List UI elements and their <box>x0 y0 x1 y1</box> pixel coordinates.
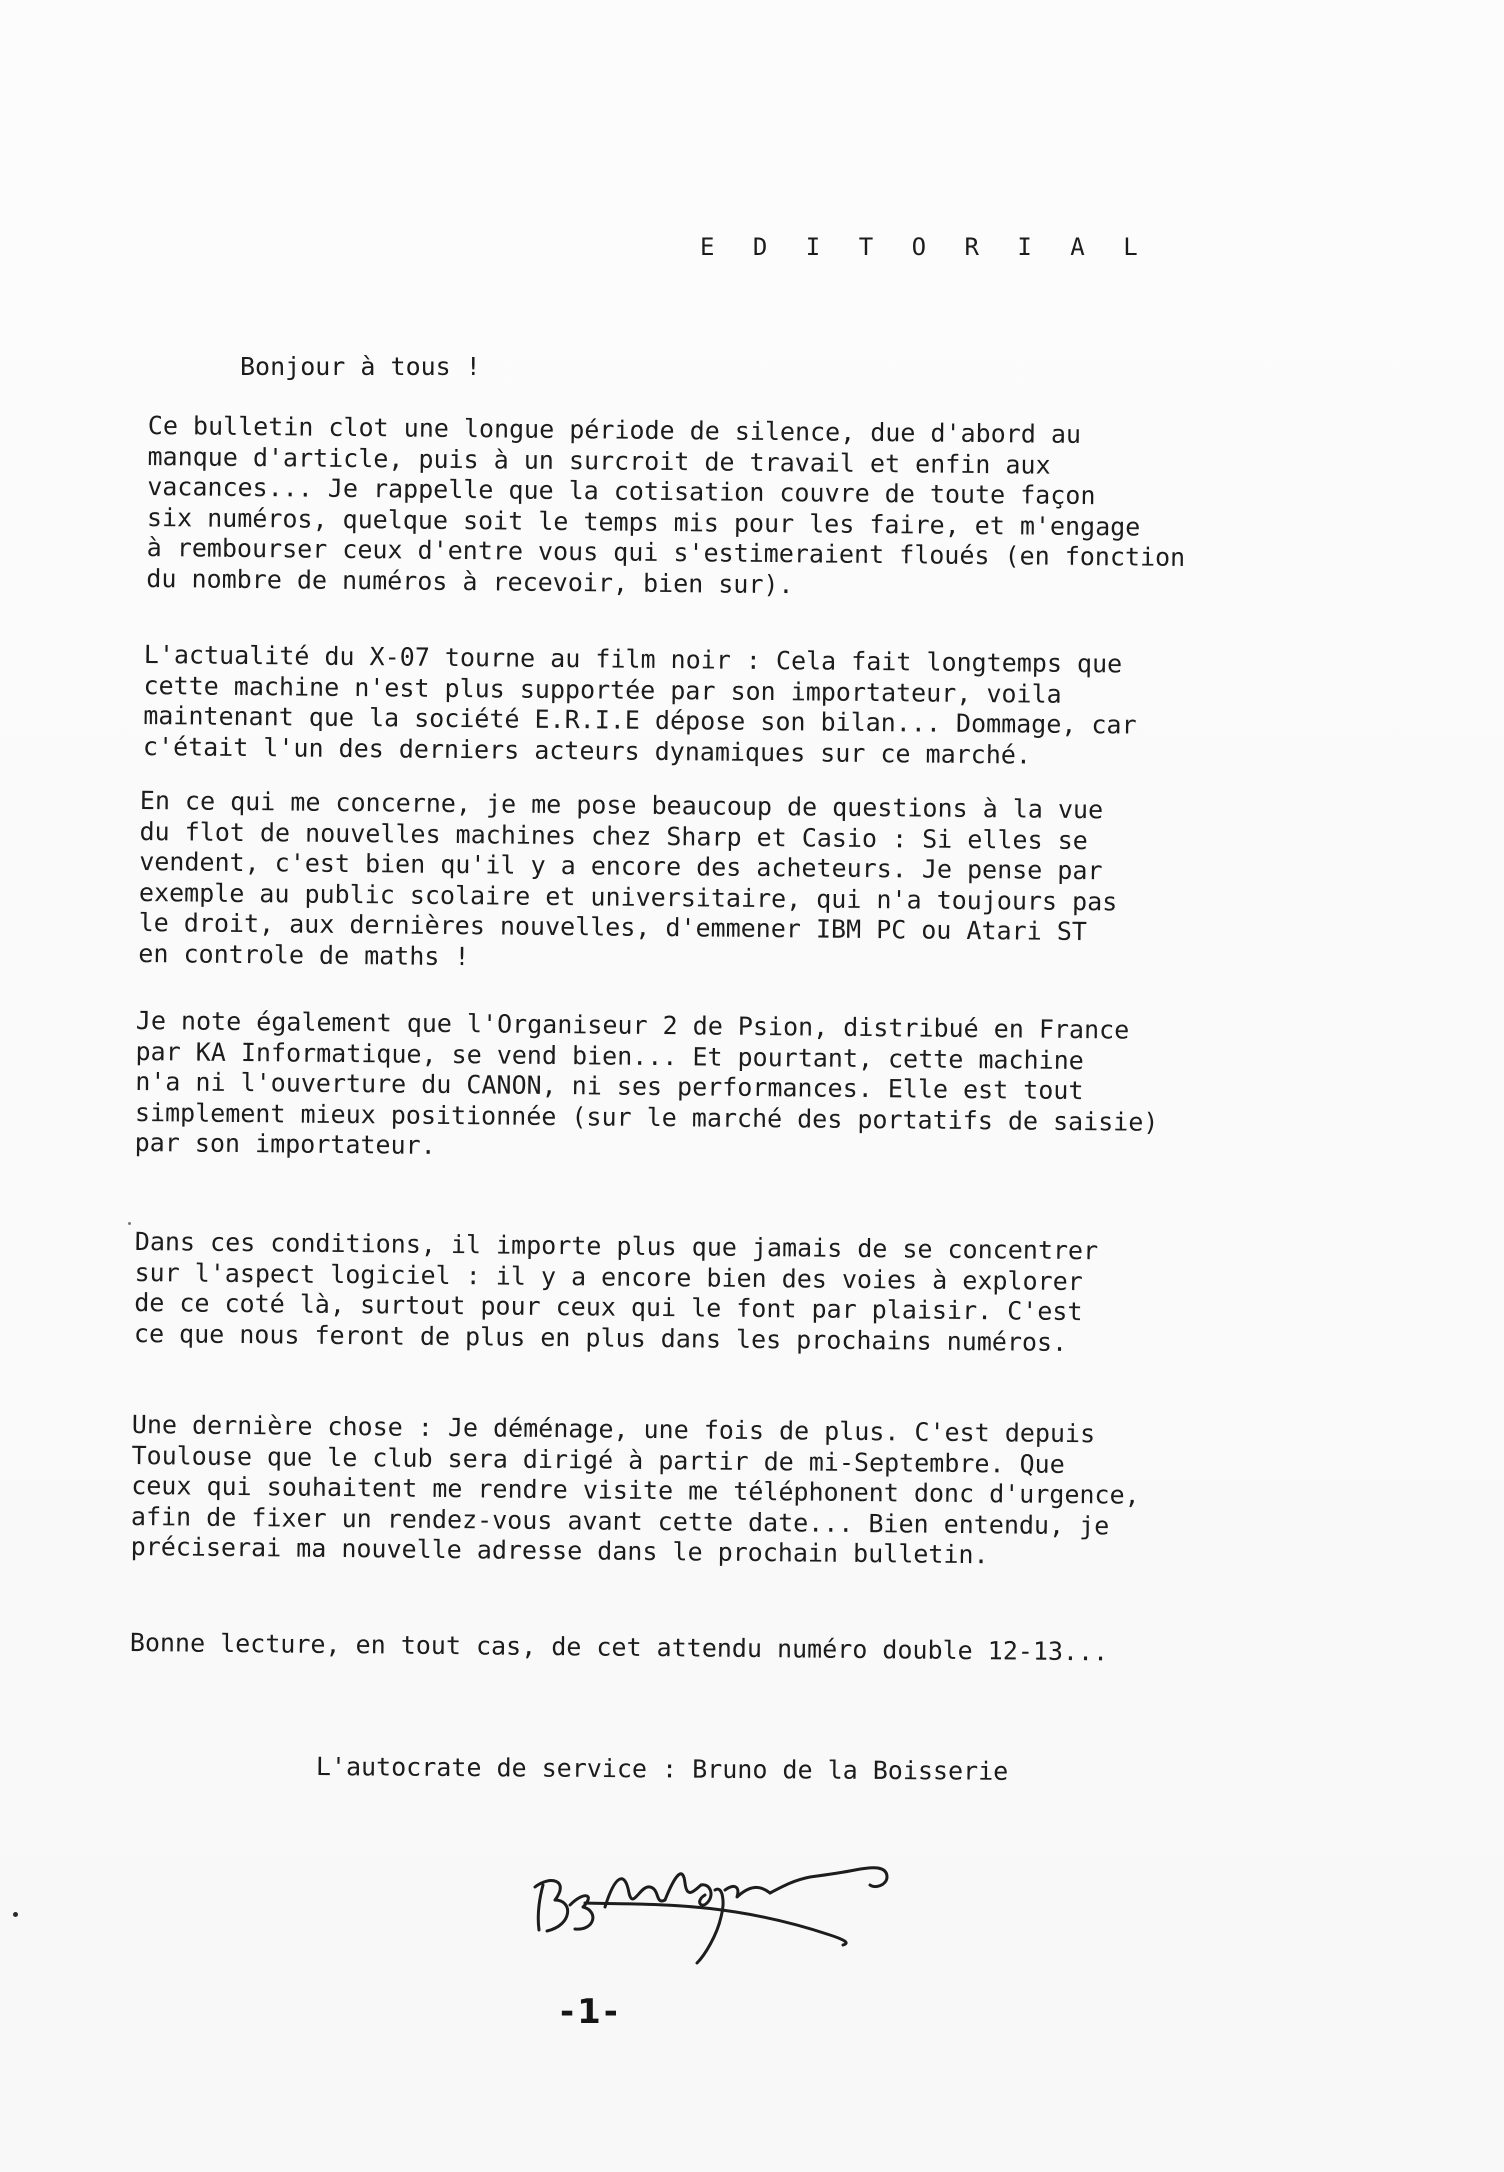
text-line: Je note également que l'Organiseur 2 de Psion, distribué en France <box>135 1006 1130 1045</box>
text-line: maintenant que la société E.R.I.E dépose son bilan... Dommage, car <box>143 700 1137 740</box>
text-line: en controle de maths ! <box>138 938 470 971</box>
text-line: n'a ni l'ouverture du CANON, ni ses performances. Elle est tout <box>135 1066 1084 1106</box>
text-line: du flot de nouvelles machines chez Sharp et Casio : Si elles se <box>139 816 1088 855</box>
paragraph-new-machines <box>138 786 1460 982</box>
greeting: Bonjour à tous ! <box>240 352 481 381</box>
text-line: préciserai ma nouvelle adresse dans le prochain bulletin. <box>130 1531 989 1570</box>
text-line: c'était l'un des derniers acteurs dynamiques sur ce marché. <box>142 731 1032 770</box>
page-number: -1- <box>560 1992 621 2032</box>
text-line: manque d'article, puis à un surcroit de travail et enfin aux <box>147 441 1051 480</box>
text-line: Bonne lecture, en tout cas, de cet attendu numéro double 12-13... <box>129 1628 1109 1667</box>
text-line: ce que nous feront de plus en plus dans les prochains numéros. <box>133 1318 1068 1357</box>
paragraph-x07-news <box>143 640 1464 775</box>
text-line: Dans ces conditions, il importe plus que jamais de se concentrer <box>134 1227 1099 1266</box>
text-line: de ce coté là, surtout pour ceux qui le font par plaisir. C'est <box>134 1287 1083 1327</box>
paragraph-psion <box>135 1006 1456 1171</box>
text-line: sur l'aspect logiciel : il y a encore bien des voies à explorer <box>134 1257 1083 1296</box>
text-line: vacances... Je rappelle que la cotisation couvre de toute façon <box>147 471 1096 511</box>
signature-image <box>525 1845 905 1965</box>
text-line: le droit, aux dernières nouvelles, d'emmener IBM PC ou Atari ST <box>138 907 1088 947</box>
text-line: par KA Informatique, se vend bien... Et pourtant, cette machine <box>135 1036 1084 1075</box>
text-line: Ce bulletin clot une longue période de silence, due d'abord au <box>147 411 1082 449</box>
text-line: En ce qui me concerne, je me pose beaucoup de questions à la vue <box>139 786 1104 825</box>
text-line: ceux qui souhaitent me rendre visite me téléphonent donc d'urgence, <box>131 1470 1140 1510</box>
text-line: Toulouse que le club sera dirigé à partir de mi-Septembre. Que <box>131 1440 1065 1479</box>
text-line: L'actualité du X-07 tourne au film noir : Cela fait longtemps que <box>143 640 1123 679</box>
text-line: Une dernière chose : Je déménage, une fois de plus. C'est depuis <box>131 1410 1096 1449</box>
text-line: cette machine n'est plus supportée par son importateur, voila <box>143 670 1062 709</box>
text-line: six numéros, quelque soit le temps mis pour les faire, et m'engage <box>146 502 1141 542</box>
text-line: afin de fixer un rendez-vous avant cette date... Bien entendu, je <box>130 1501 1110 1540</box>
text-line: à rembourser ceux d'entre vous qui s'estimeraient floués (en fonction <box>146 532 1186 572</box>
paper-speck <box>13 1912 18 1917</box>
paragraph-moving <box>131 1410 1452 1575</box>
text-line: du nombre de numéros à recevoir, bien sur). <box>146 563 794 599</box>
signoff: L'autocrate de service : Bruno de la Boisserie <box>315 1752 1009 1786</box>
text-line: simplement mieux positionnée (sur le marché des portatifs de saisie) <box>134 1097 1159 1137</box>
paragraph-software <box>134 1227 1455 1362</box>
text-line: exemple au public scolaire et universitaire, qui n'a toujours pas <box>138 877 1118 916</box>
paragraph-closing <box>130 1628 1450 1671</box>
paper-speck <box>128 1222 131 1225</box>
paragraph-intro <box>146 411 1468 607</box>
text-line: vendent, c'est bien qu'il y a encore des acheteurs. Je pense par <box>139 846 1103 886</box>
text-line: par son importateur. <box>134 1127 436 1160</box>
editorial-title: E D I T O R I A L <box>700 233 1150 261</box>
